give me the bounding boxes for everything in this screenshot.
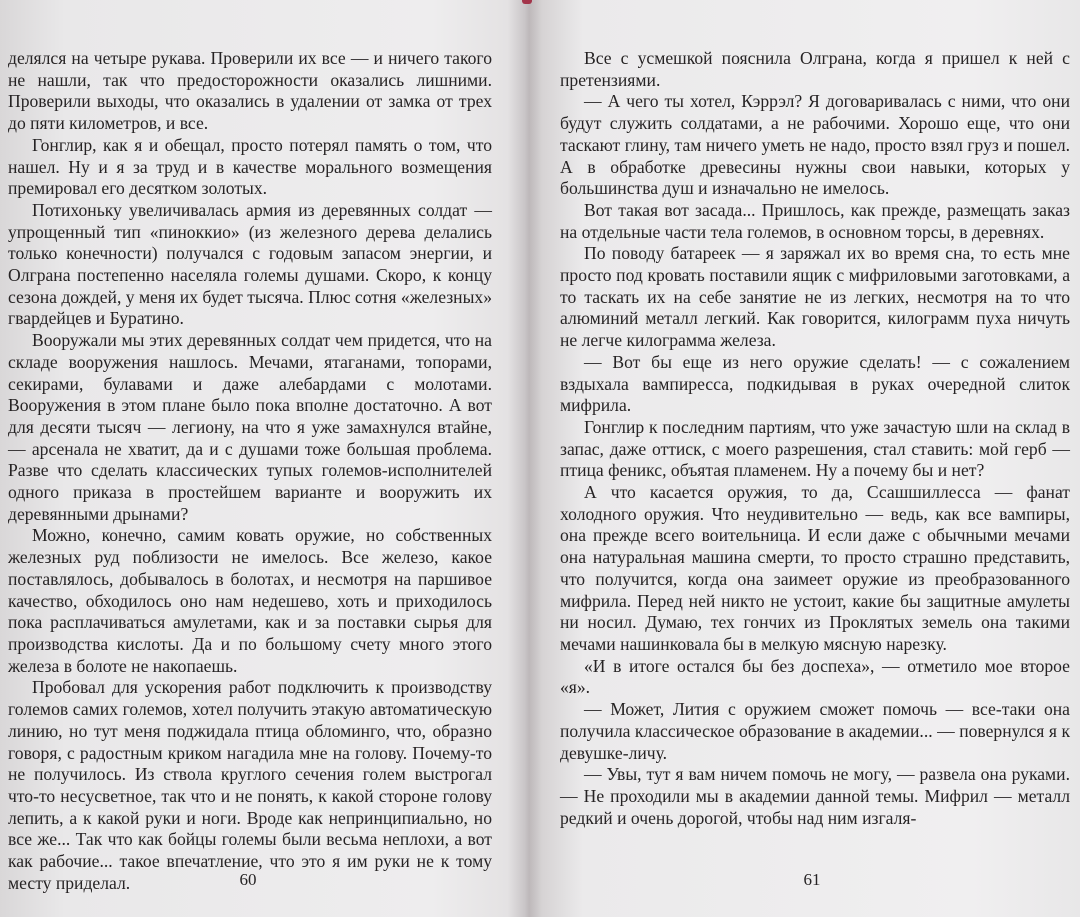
paragraph: — А чего ты хотел, Кэррэл? Я договаривалась с ними, что они будут служить солдатами, а не рабочими. Хорошо еще, что они таскают глину, там ничего уметь не надо, просто взял груз и пошел. А в обработке древесины нужны свои навыки, которых у большинства душ и изначально не имелось. <box>560 91 1070 199</box>
paragraph: Пробовал для ускорения работ подключить к производству големов самих големов, хотел получить этакую автоматическую линию, но тут меня поджидала птица обломинго, что, образно говоря, с радостным криком нагадила мне на голову. Почему-то не получилось. Из ствола круглого сечения голем выстрогал что-то несусветное, так что и не понять, к какой стороне голову лепить, а к какой руки и ноги. Вроде как непринципиально, но все же... Так что как бойцы големы были весьма неплохи, а вот как рабочие... такое впечатление, что это я им руки не к тому месту приделал. <box>8 677 492 893</box>
page-number: 61 <box>803 870 821 889</box>
bookmark-ribbon <box>522 0 532 4</box>
paragraph: делялся на четыре рукава. Проверили их все — и ничего такого не нашли, так что предосторожности оказались лишними. Проверили выходы, что оказались в удалении от замка от трех до пяти километров, и все. <box>8 48 492 134</box>
right-page <box>536 0 1080 917</box>
left-page <box>0 0 520 917</box>
left-page-text <box>8 48 492 894</box>
paragraph: Вооружали мы этих деревянных солдат чем придется, что на складе вооружения нашлось. Мечами, ятаганами, топорами, секирами, булавами и даже алебардами с молотами. Вооружения в этом плане было пока вполне достаточно. А вот для десяти тысяч — легиону, на что я уже замахнулся втайне, — арсенала не хватит, да и с душами тоже большая проблема. Разве что сделать классических тупых големов-исполнителей одного приказа в простейшем варианте и вооружить их деревянными дрынами? <box>8 330 492 524</box>
paragraph: — Увы, тут я вам ничем помочь не могу, — развела она руками. — Не проходили мы в академии данной темы. Мифрил — металл редкий и очень дорогой, чтобы над ним изгаля- <box>560 764 1070 828</box>
paragraph: — Вот бы еще из него оружие сделать! — с сожалением вздыхала вампиресса, подкидывая в руках очередной слиток мифрила. <box>560 351 1070 416</box>
paragraph: Гонглир к последним партиям, что уже зачастую шли на склад в запас, даже оттиск, с моего разрешения, стал ставить: мой герб — птица феникс, объятая пламенем. Ну а почему бы и нет? <box>560 416 1070 481</box>
paragraph: Все с усмешкой пояснила Олграна, когда я пришел к ней с претензиями. <box>560 48 1070 90</box>
page-number: 60 <box>239 870 257 889</box>
paragraph: А что касается оружия, то да, Ссашшиллесса — фанат холодного оружия. Что неудивительно — ведь, как все вампиры, она прежде всего воительница. И если даже с обычными мечами она натуральная машина смерти, то просто страшно представить, что получится, когда она заимеет оружие из преобразованного мифрила. Перед ней никто не устоит, какие бы защитные амулеты ни носил. Думаю, тех гончих из Проклятых земель она такими мечами нашинковала бы в мелкую мясную нарезку. <box>560 482 1070 654</box>
paragraph: «И в итоге остался бы без доспеха», — отметило мое второе «я». <box>560 655 1070 698</box>
paragraph: — Может, Лития с оружием сможет помочь — все-таки она получила классическое образование в академии... — повернулся я к девушке-личу. <box>560 699 1070 763</box>
paragraph: Потихоньку увеличивалась армия из деревянных солдат — упрощенный тип «пиноккио» (из железного дерева делались только конечности) получался с годовым запасом энергии, и Олграна постепенно населяла големы душами. Скоро, к концу сезона дождей, у меня их будет тысяча. Плюс сотня «железных» гвардейцев и Буратино. <box>8 199 493 329</box>
paragraph: Гонглир, как я и обещал, просто потерял память о том, что нашел. Ну и я за труд и в качестве морального возмещения премировал его десятком золотых. <box>8 134 492 199</box>
paragraph: По поводу батареек — я заряжал их во время сна, то есть мне просто под кровать поставили ящик с мифриловыми заготовками, а то таскать их на себе занятие не из легких, несмотря на то что алюминий металл легкий. Как говорится, килограмм пуха ничуть не легче килограмма железа. <box>560 243 1070 351</box>
right-page-text <box>560 48 1070 829</box>
paragraph: Можно, конечно, самим ковать оружие, но собственных железных руд поблизости не имелось. Все железо, какое поставлялось, добывалось в болотах, и несмотря на паршивое качество, обходилось оно нам недешево, хоть и приходилось пока расплачиваться амулетами, как и за поставки сырья для производства кислоты. Да и по большому счету много этого железа в болоте не накопаешь. <box>8 525 492 676</box>
paragraph: Вот такая вот засада... Пришлось, как прежде, размещать заказ на отдельные части тела големов, в основном торсы, в деревнях. <box>560 199 1070 242</box>
